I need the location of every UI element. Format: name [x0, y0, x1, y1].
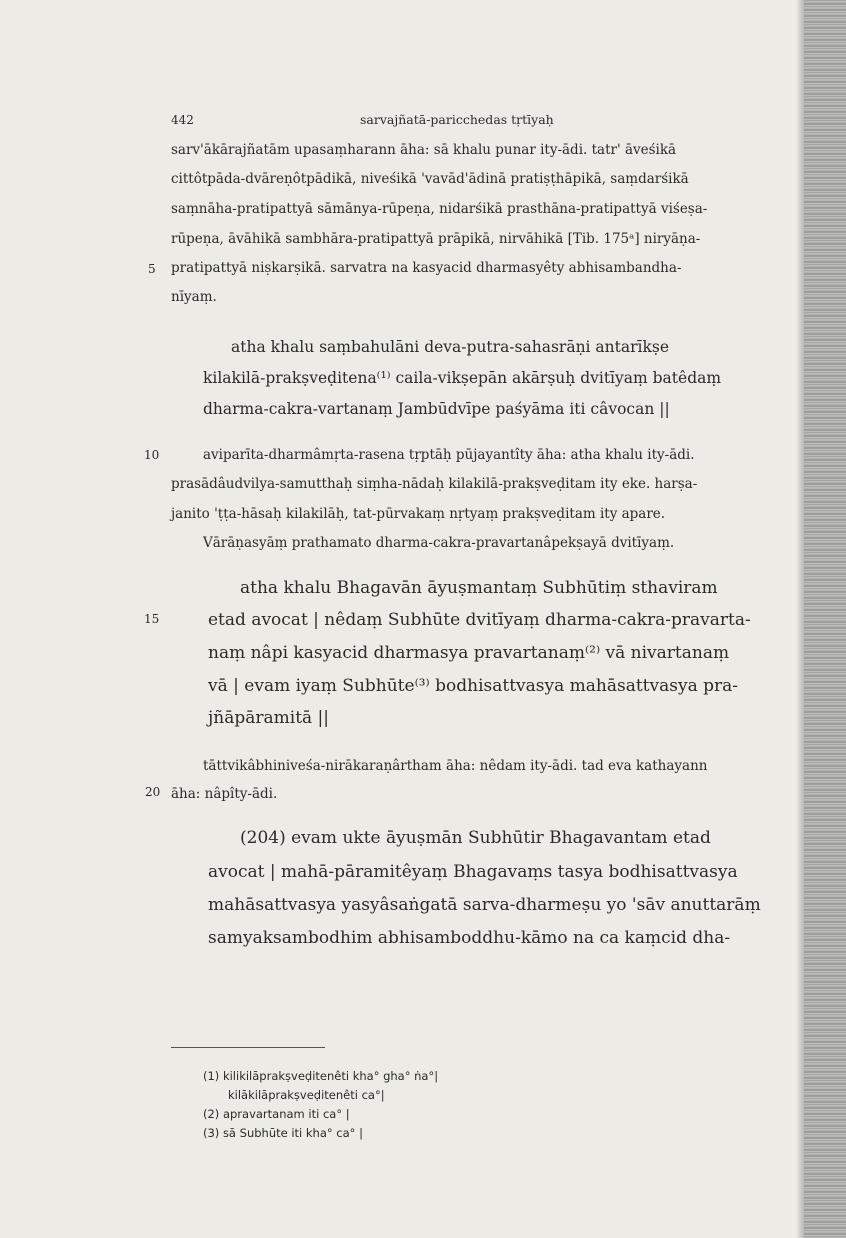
footnote: kilākilāprakṣveḍitenêti ca°| — [228, 1088, 385, 1102]
line-number-5: 5 — [148, 262, 156, 276]
sutra2-line: etad avocat | nêdaṃ Subhūte dvitīyaṃ dharma-cakra-pravarta- — [208, 610, 751, 630]
sutra2-line: jñāpāramitā || — [208, 708, 330, 728]
commentary1-line: cittôtpāda-dvāreṇôtpādikā, niveśikā 'vavād'ādinā pratiṣṭhāpikā, saṃdarśikā — [171, 171, 689, 187]
commentary1-line: nīyaṃ. — [171, 289, 217, 305]
page-number: 442 — [171, 113, 194, 127]
commentary3-line: āha: nâpîty-ādi. — [171, 786, 278, 802]
commentary1-line: rūpeṇa, āvāhikā sambhāra-pratipattyā prāpikā, nirvāhikā [Tib. 175ᵃ] niryāṇa- — [171, 231, 701, 247]
sutra2-line: vā | evam iyaṃ Subhūte⁽³⁾ bodhisattvasya mahāsattvasya pra- — [208, 676, 739, 696]
commentary1-line: pratipattyā niṣkarṣikā. sarvatra na kasyacid dharmasyêty abhisambandha- — [171, 260, 682, 276]
book-edge — [804, 0, 846, 1238]
commentary2-line: aviparīta-dharmâmṛta-rasena tṛptāḥ pūjayantîty āha: atha khalu ity-ādi. — [203, 447, 695, 463]
sutra1-line: kilakilā-prakṣveḍitena⁽¹⁾ caila-vikṣepān akārṣuḥ dvitīyaṃ batêdaṃ — [203, 369, 722, 387]
commentary2-line: prasādâudvilya-samutthaḥ siṃha-nādaḥ kilakilā-prakṣveḍitam ity eke. harṣa- — [171, 476, 698, 492]
commentary1-line: saṃnāha-pratipattyā sāmānya-rūpeṇa, nidarśikā prasthāna-pratipattyā viśeṣa- — [171, 201, 708, 217]
line-number-10: 10 — [144, 448, 160, 462]
commentary2-line: janito 'ṭṭa-hāsaḥ kilakilāḥ, tat-pūrvakaṃ nṛtyaṃ prakṣveḍitam ity apare. — [171, 506, 666, 522]
page-edge-shadow — [796, 0, 804, 1238]
sutra2-line: atha khalu Bhagavān āyuṣmantaṃ Subhūtiṃ sthaviram — [240, 578, 718, 598]
sutra3-line: avocat | mahā-pāramitêyaṃ Bhagavaṃs tasya bodhisattvasya — [208, 862, 738, 882]
commentary2-line: Vārāṇasyāṃ prathamato dharma-cakra-pravartanâpekṣayā dvitīyaṃ. — [203, 535, 675, 551]
sutra3-line: (204) evam ukte āyuṣmān Subhūtir Bhagavantam etad — [240, 828, 711, 848]
sutra3-line: mahāsattvasya yasyâsaṅgatā sarva-dharmeṣu yo 'sāv anuttarāṃ — [208, 895, 761, 915]
sutra3-line: samyaksambodhim abhisamboddhu-kāmo na ca kaṃcid dha- — [208, 928, 731, 948]
footnote: (2) apravartanam iti ca° | — [203, 1107, 350, 1121]
line-number-15: 15 — [144, 612, 160, 626]
footnote: (1) kilikilāprakṣveḍitenêti kha° gha° ṅa°| — [203, 1069, 439, 1083]
commentary3-line: tāttvikâbhiniveśa-nirākaraṇârtham āha: nêdam ity-ādi. tad eva kathayann — [203, 758, 708, 774]
sutra1-line: atha khalu saṃbahulāni deva-putra-sahasrāṇi antarīkṣe — [231, 338, 670, 356]
sutra2-line: naṃ nâpi kasyacid dharmasya pravartanaṃ⁽²⁾ vā nivartanaṃ — [208, 643, 730, 663]
footnote-rule — [171, 1047, 325, 1048]
line-number-20: 20 — [145, 785, 161, 799]
sutra1-line: dharma-cakra-vartanaṃ Jambūdvīpe paśyāma iti câvocan || — [203, 400, 670, 418]
footnote: (3) sā Subhūte iti kha° ca° | — [203, 1126, 363, 1140]
commentary1-line: sarv'ākārajñatām upasaṃharann āha: sā khalu punar ity-ādi. tatr' āveśikā — [171, 142, 677, 158]
running-title: sarvajñatā-paricchedas tṛtīyaḥ — [360, 112, 554, 127]
